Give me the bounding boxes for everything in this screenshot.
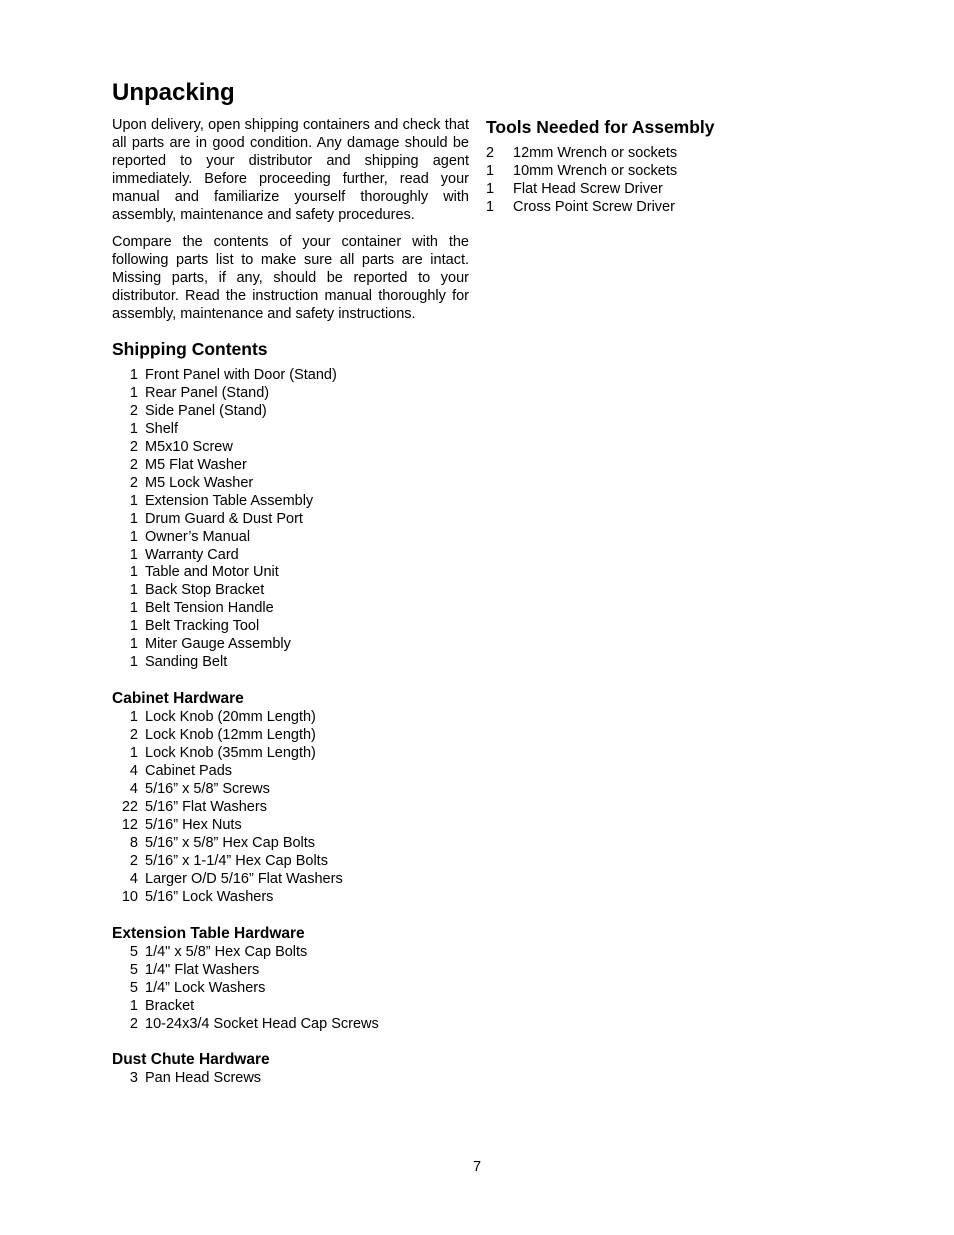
item-name: Shelf <box>145 420 179 437</box>
list-item <box>112 727 469 745</box>
item-name: 5/16” x 1-1/4” Hex Cap Bolts <box>145 852 328 869</box>
item-quantity: 1 <box>129 420 138 437</box>
item-quantity: 2 <box>129 474 138 491</box>
item-name: 5/16” Flat Washers <box>145 798 267 815</box>
item-quantity: 3 <box>129 1070 138 1087</box>
list-item <box>112 654 469 672</box>
item-quantity: 4 <box>129 870 138 887</box>
item-name: 1/4” Lock Washers <box>145 979 266 996</box>
list-item <box>112 600 469 618</box>
extension-table-hardware-list <box>112 944 469 1034</box>
item-name: Belt Tracking Tool <box>145 618 260 635</box>
item-quantity: 2 <box>129 438 138 455</box>
cabinet-hardware-section <box>112 690 469 906</box>
list-item <box>112 781 469 799</box>
list-item <box>112 385 469 403</box>
item-name: Cross Point Screw Driver <box>513 198 675 215</box>
shipping-contents-list <box>112 367 469 672</box>
item-quantity: 2 <box>129 402 138 419</box>
list-item <box>112 889 469 907</box>
item-quantity: 1 <box>129 564 138 581</box>
list-item <box>112 709 469 727</box>
list-item <box>112 1016 469 1034</box>
cabinet-hardware-list <box>112 709 469 906</box>
list-item <box>112 817 469 835</box>
list-item <box>112 618 469 636</box>
item-name: Miter Gauge Assembly <box>145 636 291 653</box>
item-quantity: 1 <box>129 600 138 617</box>
list-item <box>112 763 469 781</box>
cabinet-hardware-title: Cabinet Hardware <box>112 690 244 708</box>
item-name: M5 Lock Washer <box>145 474 254 491</box>
page-number: 7 <box>472 1159 482 1175</box>
extension-table-hardware-title: Extension Table Hardware <box>112 924 305 942</box>
list-item <box>112 980 469 998</box>
list-item <box>112 871 469 889</box>
item-quantity: 1 <box>129 636 138 653</box>
list-item <box>112 457 469 475</box>
item-name: Flat Head Screw Driver <box>513 180 663 197</box>
item-name: 5/16” x 5/8” Screws <box>145 781 270 798</box>
list-item <box>112 835 469 853</box>
item-name: Extension Table Assembly <box>145 492 314 509</box>
list-item <box>112 511 469 529</box>
item-name: Owner’s Manual <box>145 528 251 545</box>
item-quantity: 1 <box>129 709 138 726</box>
item-name: Cabinet Pads <box>145 763 233 780</box>
list-item <box>112 439 469 457</box>
item-name: 12mm Wrench or sockets <box>513 145 678 161</box>
item-quantity: 8 <box>129 834 138 851</box>
tools-needed-list <box>486 145 806 217</box>
list-item <box>112 582 469 600</box>
item-name: 5/16” Hex Nuts <box>145 816 242 833</box>
item-name: Front Panel with Door (Stand) <box>145 367 337 383</box>
item-name: 5/16” x 5/8” Hex Cap Bolts <box>145 834 316 851</box>
item-quantity: 22 <box>121 798 138 815</box>
item-name: Table and Motor Unit <box>145 564 279 581</box>
tools-needed-title: Tools Needed for Assembly <box>486 117 715 137</box>
list-item <box>112 421 469 439</box>
list-item <box>112 745 469 763</box>
item-quantity: 1 <box>129 654 138 671</box>
item-quantity: 5 <box>129 961 138 978</box>
item-quantity: 1 <box>129 546 138 563</box>
list-item <box>486 145 806 163</box>
item-name: Larger O/D 5/16” Flat Washers <box>145 870 343 887</box>
item-quantity: 2 <box>129 852 138 869</box>
list-item <box>112 403 469 421</box>
item-quantity: 2 <box>129 456 138 473</box>
item-quantity: 1 <box>486 162 495 179</box>
item-quantity: 1 <box>129 618 138 635</box>
dust-chute-hardware-section <box>112 1051 469 1088</box>
item-name: Sanding Belt <box>145 654 228 671</box>
item-quantity: 1 <box>486 180 495 197</box>
item-quantity: 1 <box>129 384 138 401</box>
shipping-contents-title: Shipping Contents <box>112 339 268 359</box>
list-item <box>486 199 806 217</box>
item-name: M5 Flat Washer <box>145 456 247 473</box>
left-column <box>112 78 469 1088</box>
item-quantity: 5 <box>129 979 138 996</box>
list-item <box>112 962 469 980</box>
item-name: 10mm Wrench or sockets <box>513 162 678 179</box>
item-quantity: 2 <box>129 727 138 744</box>
dust-chute-hardware-title: Dust Chute Hardware <box>112 1051 270 1069</box>
item-name: Lock Knob (35mm Length) <box>145 745 316 762</box>
item-name: Warranty Card <box>145 546 239 563</box>
intro-paragraph-1: Upon delivery, open shipping containers and check that all parts are in good condition. Any damage should be reported to your distributor and shipping agent immediately. Before proceeding further, read your manual and familiarize yourself thoroughly with assembly, maintenance and safety procedures. <box>112 117 469 223</box>
item-name: Drum Guard & Dust Port <box>145 510 303 527</box>
list-item <box>112 493 469 511</box>
item-name: Lock Knob (12mm Length) <box>145 727 316 744</box>
item-name: Lock Knob (20mm Length) <box>145 709 316 726</box>
list-item <box>112 475 469 493</box>
item-name: 10-24x3/4 Socket Head Cap Screws <box>145 1015 379 1032</box>
item-name: Bracket <box>145 997 195 1014</box>
list-item <box>112 564 469 582</box>
item-quantity: 1 <box>129 510 138 527</box>
list-item <box>486 163 806 181</box>
item-quantity: 10 <box>121 888 138 905</box>
item-name: Pan Head Screws <box>145 1070 262 1087</box>
list-item <box>112 636 469 654</box>
item-quantity: 1 <box>486 198 495 215</box>
right-column <box>486 116 806 217</box>
page-title: Unpacking <box>112 79 235 106</box>
dust-chute-hardware-list <box>112 1070 469 1088</box>
item-name: Rear Panel (Stand) <box>145 384 270 401</box>
list-item <box>112 367 469 385</box>
item-quantity: 1 <box>129 582 138 599</box>
item-quantity: 1 <box>129 997 138 1014</box>
list-item <box>112 529 469 547</box>
item-quantity: 5 <box>129 943 138 960</box>
list-item <box>112 547 469 565</box>
item-quantity: 4 <box>129 781 138 798</box>
list-item <box>112 799 469 817</box>
intro-paragraph-2: Compare the contents of your container with the following parts list to make sure all parts are intact. Missing parts, if any, should be reported to your distributor. Read the instruction manual thoroughly for assembly, maintenance and safety instructions. <box>112 234 469 322</box>
item-quantity: 1 <box>129 367 138 383</box>
item-name: M5x10 Screw <box>145 438 233 455</box>
list-item <box>112 853 469 871</box>
item-name: Side Panel (Stand) <box>145 402 267 419</box>
item-name: Back Stop Bracket <box>145 582 265 599</box>
item-name: 1/4" Flat Washers <box>145 961 260 978</box>
item-quantity: 1 <box>129 492 138 509</box>
list-item <box>112 998 469 1016</box>
list-item <box>486 181 806 199</box>
item-quantity: 4 <box>129 763 138 780</box>
item-name: Belt Tension Handle <box>145 600 274 617</box>
shipping-contents-section <box>112 338 469 672</box>
item-name: 1/4" x 5/8” Hex Cap Bolts <box>145 943 308 960</box>
item-quantity: 2 <box>486 145 495 161</box>
item-quantity: 2 <box>129 1015 138 1032</box>
list-item <box>112 1070 469 1088</box>
item-name: 5/16” Lock Washers <box>145 888 274 905</box>
extension-table-hardware-section <box>112 925 469 1034</box>
item-quantity: 12 <box>121 816 138 833</box>
item-quantity: 1 <box>129 745 138 762</box>
list-item <box>112 944 469 962</box>
item-quantity: 1 <box>129 528 138 545</box>
